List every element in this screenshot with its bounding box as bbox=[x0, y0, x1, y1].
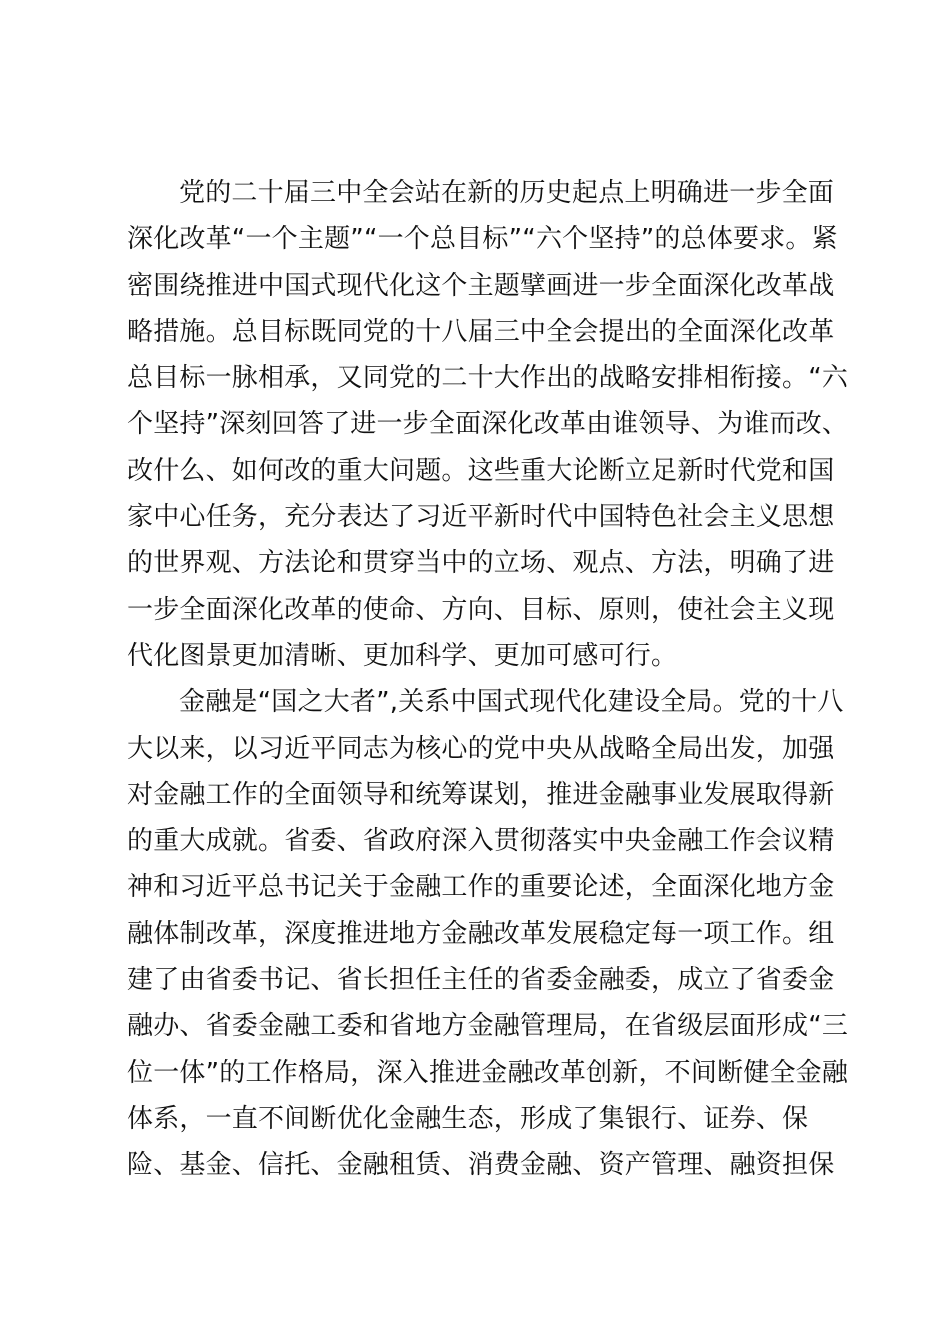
text-line: 险、基金、信托、金融租赁、消费金融、资产管理、融资担保 bbox=[127, 1150, 835, 1181]
text-line: 略措施。总目标既同党的十八届三中全会提出的全面深化改革 bbox=[127, 316, 835, 347]
text-line: 一步全面深化改革的使命、方向、目标、原则，使社会主义现 bbox=[127, 594, 835, 625]
text-line: 深化改革“一个主题”“一个总目标”“六个坚持”的总体要求。紧 bbox=[127, 224, 838, 255]
text-line: 代化图景更加清晰、更加科学、更加可感可行。 bbox=[127, 640, 678, 671]
text-line: 党的二十届三中全会站在新的历史起点上明确进一步全面 bbox=[179, 178, 835, 208]
text-line: 体系，一直不间断优化金融生态，形成了集银行、证券、保 bbox=[127, 1103, 809, 1134]
text-line: 神和习近平总书记关于金融工作的重要论述，全面深化地方金 bbox=[127, 872, 835, 903]
text-line: 建了由省委书记、省长担任主任的省委金融委，成立了省委金 bbox=[127, 965, 835, 996]
text-line: 融办、省委金融工委和省地方金融管理局，在省级层面形成“三 bbox=[127, 1011, 849, 1042]
text-line: 对金融工作的全面领导和统筹谋划，推进金融事业发展取得新 bbox=[127, 779, 835, 810]
text-line: 的世界观、方法论和贯穿当中的立场、观点、方法，明确了进 bbox=[127, 548, 835, 579]
paragraph-1 bbox=[127, 170, 849, 679]
text-line: 大以来，以习近平同志为核心的党中央从战略全局出发，加强 bbox=[127, 733, 835, 764]
text-line: 总目标一脉相承，又同党的二十大作出的战略安排相衔接。“六 bbox=[127, 363, 849, 394]
text-line: 个坚持”深刻回答了进一步全面深化改革由谁领导、为谁而改、 bbox=[127, 409, 849, 440]
text-line: 家中心任务，充分表达了习近平新时代中国特色社会主义思想 bbox=[127, 502, 835, 533]
text-line: 的重大成就。省委、省政府深入贯彻落实中央金融工作会议精 bbox=[127, 826, 835, 857]
paragraph-2 bbox=[127, 679, 849, 1188]
text-line: 金融是“国之大者”,关系中国式现代化建设全局。党的十八 bbox=[179, 687, 844, 718]
text-line: 位一体”的工作格局，深入推进金融改革创新，不间断健全金融 bbox=[127, 1057, 849, 1088]
document-body bbox=[127, 170, 849, 1189]
text-line: 改什么、如何改的重大问题。这些重大论断立足新时代党和国 bbox=[127, 455, 835, 486]
text-line: 密围绕推进中国式现代化这个主题擘画进一步全面深化改革战 bbox=[127, 270, 835, 301]
text-line: 融体制改革，深度推进地方金融改革发展稳定每一项工作。组 bbox=[127, 918, 835, 949]
